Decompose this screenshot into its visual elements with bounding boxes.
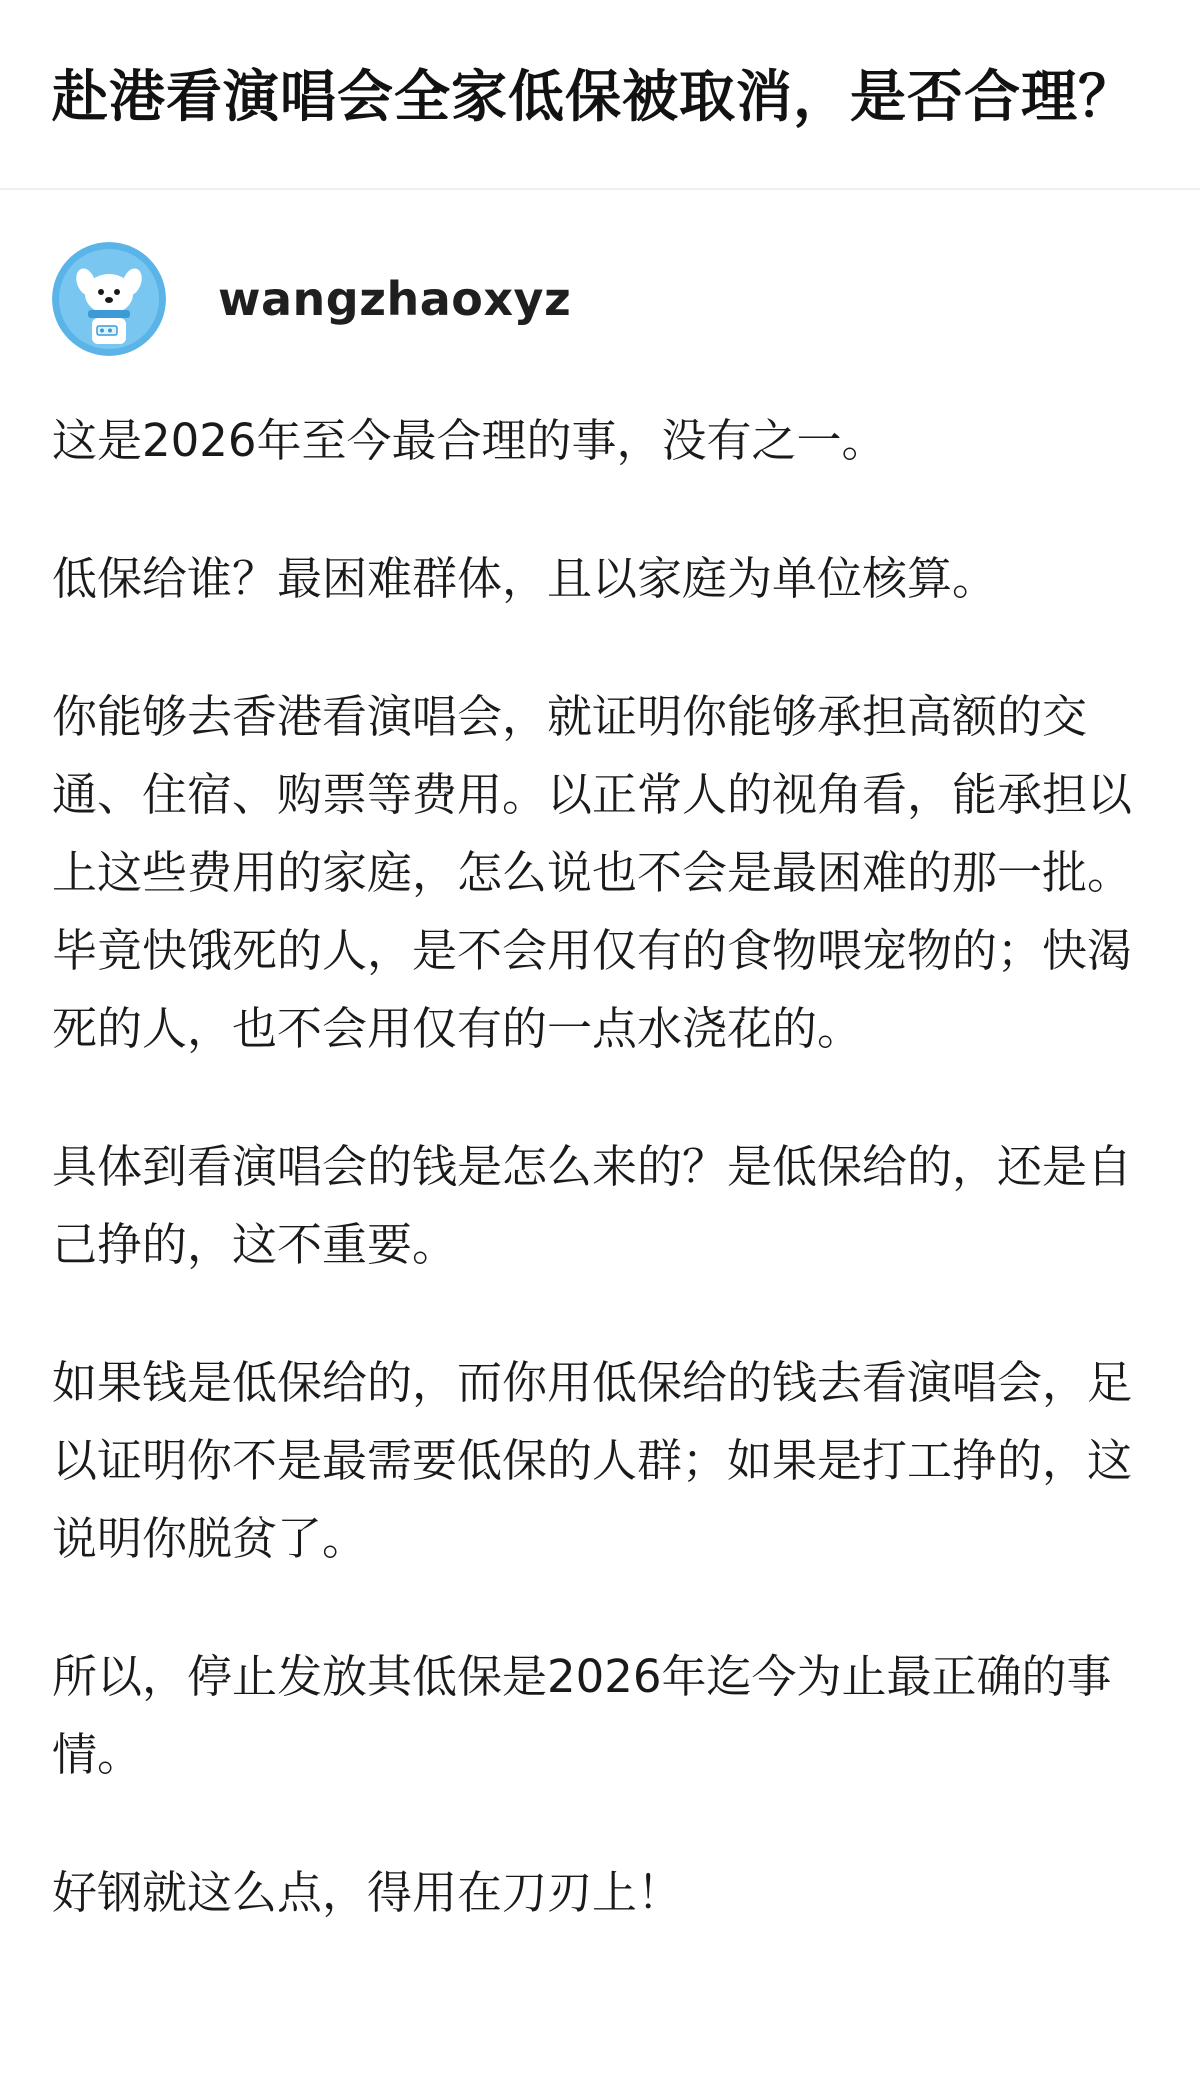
answer-paragraph: 低保给谁？最困难群体，且以家庭为单位核算。 (52, 552, 998, 605)
question-title[interactable]: 赴港看演唱会全家低保被取消，是否合理？ (52, 65, 1135, 130)
question-header (0, 0, 1200, 190)
author-info[interactable] (52, 242, 571, 356)
answer-content (52, 402, 1132, 1992)
cartoon-dog-avatar-icon[interactable] (52, 242, 166, 356)
answer-paragraph: 好钢就这么点，得用在刀刃上！ (52, 1866, 683, 1919)
answer-paragraph: 你能够去香港看演唱会，就证明你能够承担高额的交通、住宿、购票等费用。以正常人的视角看，能承担以上这些费用的家庭，怎么说也不会是最困难的那一批。毕竟快饿死的人，是不会用仅有的食物喂宠物的；快渴死的人，也不会用仅有的一点水浇花的。 (52, 690, 1133, 1055)
author-name[interactable]: wangzhaoxyz (218, 272, 572, 326)
answer-paragraph: 如果钱是低保给的，而你用低保给的钱去看演唱会，足以证明你不是最需要低保的人群；如果是打工挣的，这说明你脱贫了。 (52, 1356, 1133, 1565)
answer-paragraph: 所以，停止发放其低保是2026年迄今为止最正确的事情。 (52, 1650, 1112, 1781)
answer-paragraph: 这是2026年至今最合理的事，没有之一。 (52, 414, 887, 467)
answer-paragraph: 具体到看演唱会的钱是怎么来的？是低保给的，还是自己挣的，这不重要。 (52, 1140, 1133, 1271)
